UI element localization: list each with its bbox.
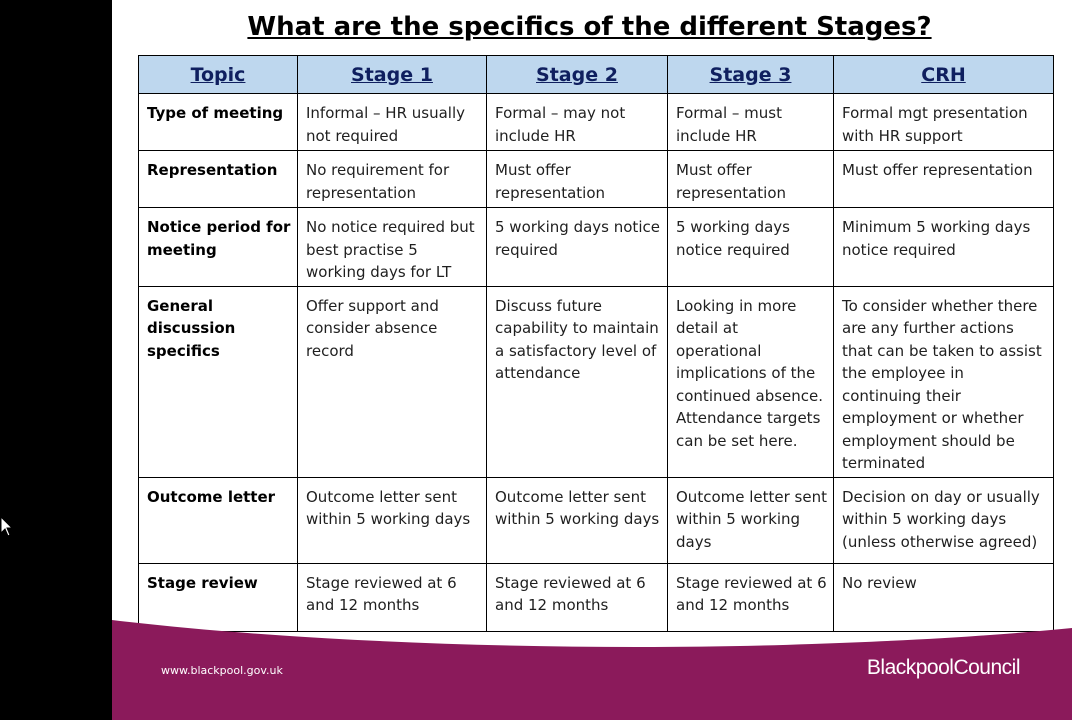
table-cell: 5 working days notice required — [487, 208, 668, 287]
table-cell: Must offer representation — [487, 151, 668, 208]
table-cell: Formal mgt presentation with HR support — [834, 94, 1054, 151]
row-label: Notice period for meeting — [139, 208, 298, 287]
row-label: Outcome letter — [139, 477, 298, 563]
table-cell: Minimum 5 working days notice required — [834, 208, 1054, 287]
left-black-bar — [0, 0, 112, 720]
table-cell: Decision on day or usually within 5 working days (unless otherwise agreed) — [834, 477, 1054, 563]
slide-title: What are the specifics of the different Stages? — [247, 12, 932, 42]
table-row — [139, 151, 1054, 208]
stages-table — [138, 55, 1054, 632]
table-cell: Looking in more detail at operational implications of the continued absence. Attendance targets can be set here. — [668, 286, 834, 477]
table-cell: Formal – must include HR — [668, 94, 834, 151]
table-cell: Must offer representation — [668, 151, 834, 208]
table-cell: No requirement for representation — [298, 151, 487, 208]
table-cell: Informal – HR usually not required — [298, 94, 487, 151]
table-cell: Formal – may not include HR — [487, 94, 668, 151]
table-cell: Outcome letter sent within 5 working days — [487, 477, 668, 563]
header-crh: CRH — [834, 56, 1054, 94]
header-stage-2: Stage 2 — [487, 56, 668, 94]
table-row — [139, 286, 1054, 477]
table-header-row — [139, 56, 1054, 94]
slide — [112, 0, 1072, 720]
table-cell: Stage reviewed at 6 and 12 months — [298, 563, 487, 631]
blackpool-council-logo: BlackpoolCouncil — [866, 656, 1020, 679]
row-label: Stage review — [139, 563, 298, 631]
row-label: Representation — [139, 151, 298, 208]
row-label: General discussion specifics — [139, 286, 298, 477]
footer-url: www.blackpool.gov.uk — [161, 664, 283, 677]
table-row — [139, 477, 1054, 563]
header-topic: Topic — [139, 56, 298, 94]
table-cell: No review — [834, 563, 1054, 631]
table-cell: To consider whether there are any further actions that can be taken to assist the employee in continuing their employment or whether employment should be terminated — [834, 286, 1054, 477]
row-label: Type of meeting — [139, 94, 298, 151]
table-cell: Outcome letter sent within 5 working days — [298, 477, 487, 563]
table-cell: 5 working days notice required — [668, 208, 834, 287]
table-cell: Must offer representation — [834, 151, 1054, 208]
table-cell: Outcome letter sent within 5 working days — [668, 477, 834, 563]
table-cell: Offer support and consider absence record — [298, 286, 487, 477]
table-cell: Stage reviewed at 6 and 12 months — [487, 563, 668, 631]
table-row — [139, 208, 1054, 287]
header-stage-1: Stage 1 — [298, 56, 487, 94]
table-cell: Stage reviewed at 6 and 12 months — [668, 563, 834, 631]
table-cell: No notice required but best practise 5 working days for LT — [298, 208, 487, 287]
table-row — [139, 94, 1054, 151]
header-stage-3: Stage 3 — [668, 56, 834, 94]
table-cell: Discuss future capability to maintain a satisfactory level of attendance — [487, 286, 668, 477]
mouse-pointer-icon — [0, 516, 14, 538]
